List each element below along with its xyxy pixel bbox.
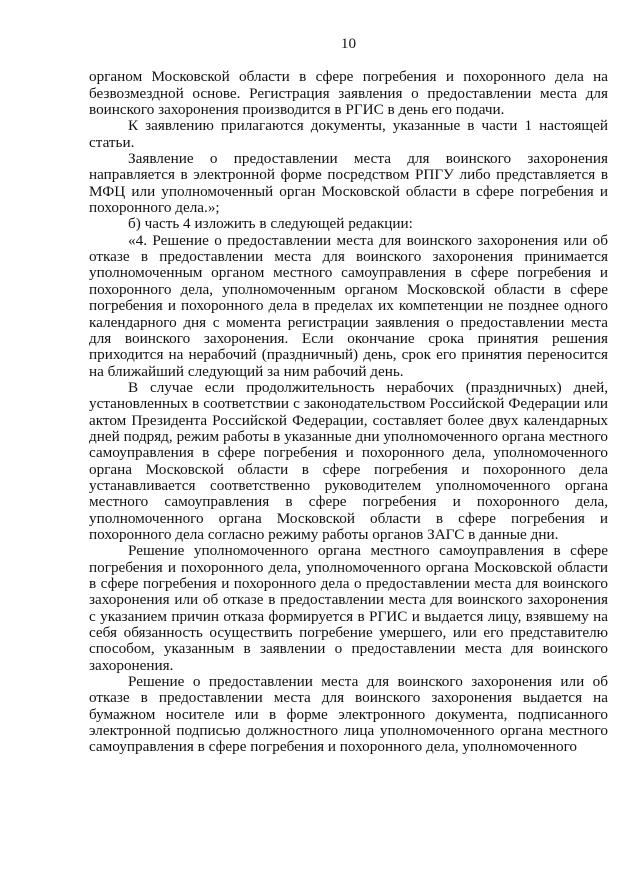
paragraph-amendment-intro: б) часть 4 изложить в следующей редакции: bbox=[128, 215, 413, 233]
paragraph-holidays: В случае если продолжительность нерабочих (праздничных) дней, установленных в соответствии с законодательством Российской Федерации или актом Президента Российской Федерации, составляет более двух календарных дней подряд, режим работы в указанные дни уполномоченного органа местного самоуправления в сфере погребения и похоронного дела, уполномоченного органа Московской области в сфере погребения и похоронного дела устанавливается соответственно руководителем уполномоченного органа местного самоуправления в сфере погребения и похоронного дела, уполномоченного органа Московской области в сфере погребения и похоронного дела согласно режиму работы органов ЗАГС в данные дни. bbox=[89, 378, 608, 543]
paragraph-attachments: К заявлению прилагаются документы, указанные в части 1 настоящей статьи. bbox=[89, 117, 608, 151]
paragraph-decision: «4. Решение о предоставлении места для воинского захоронения или об отказе в предоставлении места для воинского захоронения принимается уполномоченным органом местного самоуправления в сфере погребения и похоронного дела, уполномоченным органом Московской области в сфере погребения и похоронного дела в пределах их компетенции не позднее одного календарного дня с момента регистрации заявления о предоставлении места для воинского захоронения. Если окончание срока принятия решения приходится на нерабочий (праздничный) день, срок его принятия переносится на ближайший следующий за ним рабочий день. bbox=[89, 231, 608, 380]
paragraph-continuation: органом Московской области в сфере погребения и похоронного дела на безвозмездной основе. Регистрация заявления о предоставлении места для воинского захоронения производится в РГИС в день его подачи. bbox=[89, 68, 608, 119]
page-number: 10 bbox=[340, 35, 357, 52]
paragraph-decision-issuance: Решение уполномоченного органа местного самоуправления в сфере погребения и похоронного дела, уполномоченного органа Московской области в сфере погребения и похоронного дела о предоставлении места для воинского захоронения или об отказе в предоставлении места для воинского захоронения с указанием причин отказа формируется в РГИС и выдается лицу, взявшему на себя обязанность осуществить погребение умершего, или его представителю способом, указанным в заявлении о предоставлении места для воинского захоронения. bbox=[89, 542, 608, 674]
paragraph-submission: Заявление о предоставлении места для воинского захоронения направляется в электронной форме посредством РПГУ либо представляется в МФЦ или уполномоченный орган Московской области в сфере погребения и похоронного дела.»; bbox=[89, 150, 608, 217]
paragraph-decision-format: Решение о предоставлении места для воинского захоронения или об отказе в предоставлении места для воинского захоронения выдается на бумажном носителе или в форме электронного документа, подписанного электронной подписью должностного лица уполномоченного органа местного самоуправления в сфере погребения и похоронного дела, уполномоченного bbox=[89, 673, 608, 756]
